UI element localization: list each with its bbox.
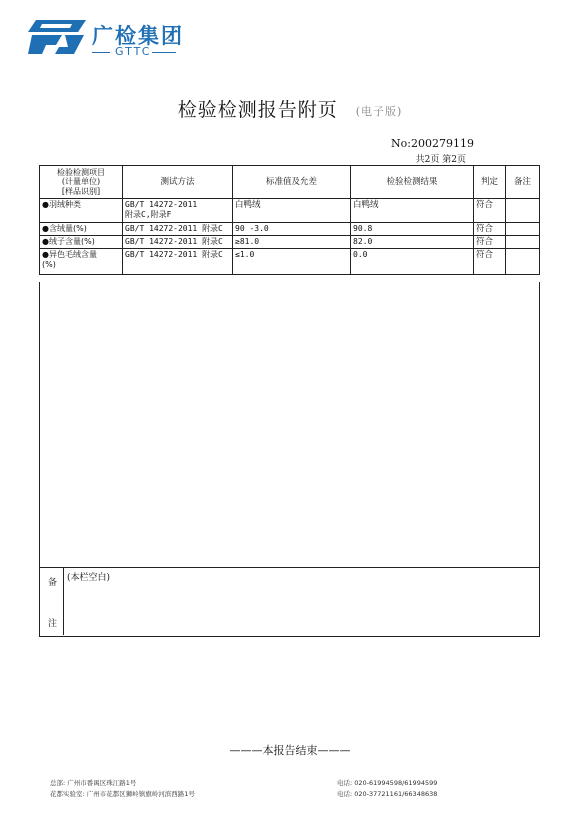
row-method: GB/T 14272-2011 附录C [123, 249, 233, 275]
brand-name: 广检集团 [92, 24, 184, 48]
footer-phone-lab: 电话: 020-37721161/66348638 [337, 790, 438, 798]
brand-english: GTTC [115, 45, 152, 58]
header-item: 检验检测项目 (计量单位) [样品识别] [40, 166, 123, 199]
footer-lab-address: 花都实验室: 广州市花都区狮岭镇旗岭河滨西路1号 [50, 790, 195, 798]
table-row [40, 199, 540, 223]
table-row [40, 223, 540, 236]
report-end-mark: ———本报告结束——— [229, 744, 351, 757]
row-method: GB/T 14272-2011 附录C,附录F [123, 199, 233, 223]
row-remark [506, 236, 540, 249]
footer-phone-hq: 电话: 020-61994598/61994599 [337, 779, 438, 787]
row-method: GB/T 14272-2011 附录C [123, 236, 233, 249]
row-verdict: 符合 [474, 223, 506, 236]
row-item: ●含绒量(%) [40, 223, 123, 236]
row-verdict: 符合 [474, 236, 506, 249]
row-standard: 90 -3.0 [233, 223, 351, 236]
brand-divider-left [92, 52, 110, 53]
table-row [40, 249, 540, 275]
blank-area [39, 282, 540, 567]
row-item: ●绒子含量(%) [40, 236, 123, 249]
report-title: 检验检测报告附页 [177, 99, 338, 121]
header-standard: 标准值及允差 [233, 166, 351, 199]
row-result: 82.0 [351, 236, 474, 249]
row-standard: ≥81.0 [233, 236, 351, 249]
row-method: GB/T 14272-2011 附录C [123, 223, 233, 236]
row-result: 白鸭绒 [351, 199, 474, 223]
row-item: ●羽绒种类 [40, 199, 123, 223]
header-remark: 备注 [506, 166, 540, 199]
table-row [40, 236, 540, 249]
row-result: 90.8 [351, 223, 474, 236]
report-subtitle: (电子版) [355, 105, 403, 118]
gttc-logo-icon [28, 18, 88, 56]
footer-hq-address: 总部: 广州市番禺区珠江路1号 [50, 779, 137, 787]
page-title [0, 95, 580, 122]
row-remark [506, 199, 540, 223]
remarks-text: (本栏空白) [67, 573, 111, 583]
results-table [39, 165, 540, 275]
remarks-box [39, 567, 540, 637]
remarks-label-top: 备 [48, 578, 58, 588]
row-verdict: 符合 [474, 249, 506, 275]
header-result: 检验检测结果 [351, 166, 474, 199]
row-result: 0.0 [351, 249, 474, 275]
row-verdict: 符合 [474, 199, 506, 223]
header-method: 测试方法 [123, 166, 233, 199]
row-remark [506, 249, 540, 275]
page-info: 共2页 第2页 [415, 155, 466, 165]
remarks-label-bottom: 注 [48, 619, 58, 629]
row-standard: ≤1.0 [233, 249, 351, 275]
report-number: No:200279119 [391, 137, 474, 150]
row-item: ●异色毛绒含量 (%) [40, 249, 123, 275]
row-standard: 白鸭绒 [233, 199, 351, 223]
brand-divider-right [152, 52, 176, 53]
row-remark [506, 223, 540, 236]
table-header-row [40, 166, 540, 199]
header-verdict: 判定 [474, 166, 506, 199]
